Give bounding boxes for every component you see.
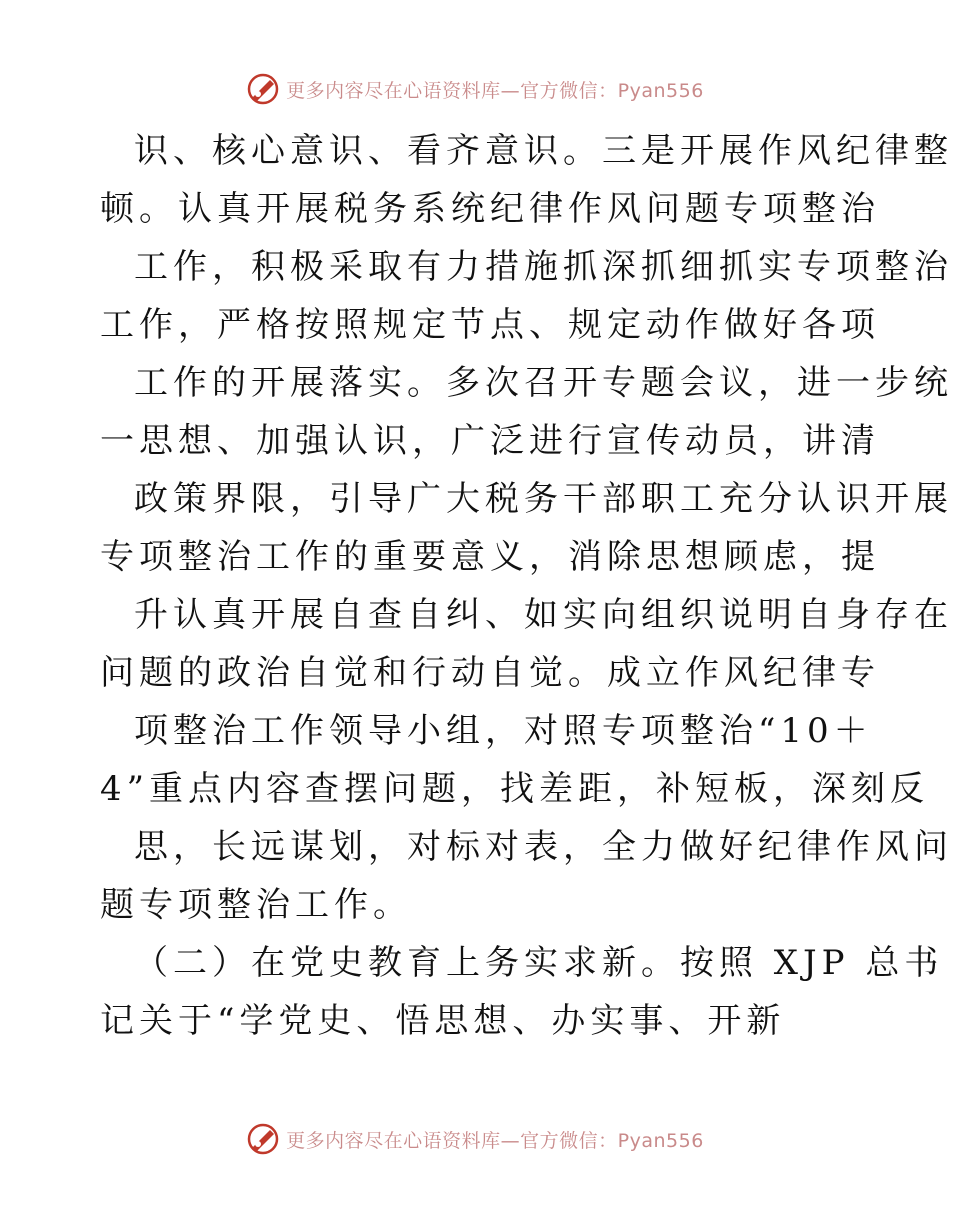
text-line: 专项整治工作的重要意义，消除思想顾虑，提 bbox=[100, 537, 880, 577]
text-line: 题专项整治工作。 bbox=[100, 885, 412, 925]
text-line: 工作，严格按照规定节点、规定动作做好各项 bbox=[100, 305, 880, 345]
text-line: 问题的政治自觉和行动自觉。成立作风纪律专 bbox=[100, 653, 880, 693]
document-body bbox=[100, 122, 953, 1050]
text-line: 政策界限，引导广大税务干部职工充分认识开展 bbox=[134, 479, 953, 519]
text-line: （二）在党史教育上务实求新。按照 XJP 总书 bbox=[134, 943, 944, 983]
header-watermark-text: 更多内容尽在心语资料库—官方微信：Pyan556 bbox=[286, 79, 704, 102]
text-line: 思，长远谋划，对标对表，全力做好纪律作风问 bbox=[134, 827, 953, 867]
text-line: 顿。认真开展税务系统纪律作风问题专项整治 bbox=[100, 189, 880, 229]
pen-logo-icon bbox=[246, 1122, 280, 1156]
text-line: 升认真开展自查自纠、如实向组织说明自身存在 bbox=[134, 595, 953, 635]
text-line: 工作的开展落实。多次召开专题会议，进一步统 bbox=[134, 363, 953, 403]
text-line: 记关于“学党史、悟思想、办实事、开新 bbox=[100, 1001, 786, 1041]
text-line: 项整治工作领导小组，对照专项整治“10＋ bbox=[134, 711, 873, 751]
header-watermark bbox=[0, 72, 950, 106]
text-line: 4”重点内容查摆问题，找差距，补短板，深刻反 bbox=[100, 769, 930, 809]
footer-watermark bbox=[0, 1122, 950, 1156]
text-line: 识、核心意识、看齐意识。三是开展作风纪律整 bbox=[134, 131, 953, 171]
text-line: 一思想、加强认识，广泛进行宣传动员，讲清 bbox=[100, 421, 880, 461]
text-line: 工作，积极采取有力措施抓深抓细抓实专项整治 bbox=[134, 247, 953, 287]
pen-logo-icon bbox=[246, 72, 280, 106]
footer-watermark-text: 更多内容尽在心语资料库—官方微信：Pyan556 bbox=[286, 1129, 704, 1152]
